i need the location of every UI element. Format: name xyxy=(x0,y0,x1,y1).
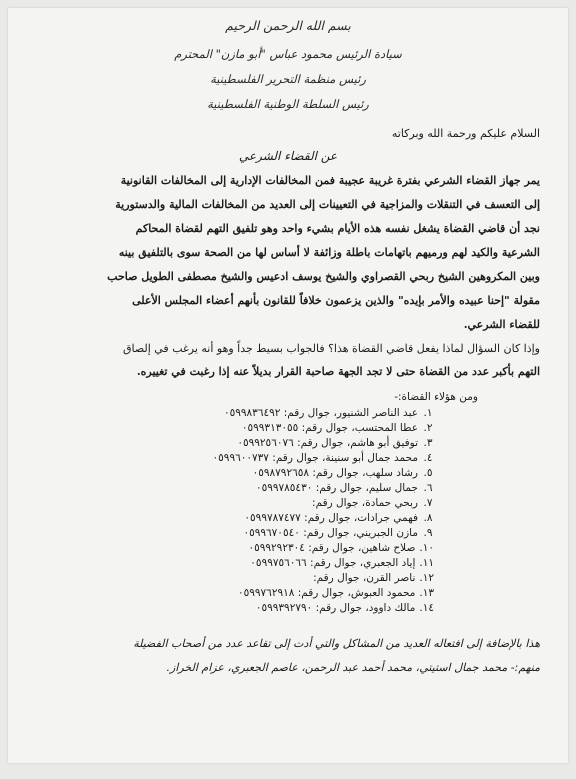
paragraph-line: التهم بأكبر عدد من القضاة حتى لا تجد الجهة صاحبة القرار بديلاً عنه إذا رغبت في تغييره. xyxy=(136,365,540,378)
addressee-title-plo: رئيس منظمة التحرير الفلسطينية xyxy=(210,72,366,86)
list-item xyxy=(224,407,434,419)
paragraph-line: وإذا كان السؤال لماذا يفعل قاضي القضاة هذا؟ فالجواب بسيط جداً وهو أنه يرغب في إلصاق xyxy=(122,342,540,355)
list-item-text: محمود العبوش، جوال رقم: ٠٥٩٩٧٦٢٩١٨ xyxy=(237,587,416,599)
list-number: ٧. xyxy=(423,497,433,509)
list-number: ١٤. xyxy=(419,602,434,614)
paragraph-line: مقولة "إحنا عبيده والأمر بإيده" والذين يزعمون خلافاً للقانون بأنهم أعضاء المجلس الأعلى xyxy=(132,294,540,307)
list-item-text: ناصر القرن، جوال رقم: xyxy=(313,572,416,584)
list-number: ١٢. xyxy=(419,572,434,584)
list-item xyxy=(244,512,434,524)
list-item-text: إياد الجعبري، جوال رقم: ٠٥٩٩٧٥٦٠٦٦ xyxy=(250,557,416,569)
paragraph-line: منهم:- محمد جمال استيتي، محمد أحمد عبد الرحمن، عاصم الجعبري، عزام الخراز. xyxy=(166,661,540,674)
list-item xyxy=(313,572,434,584)
list-number: ٢. xyxy=(423,422,433,434)
list-item xyxy=(248,542,434,554)
list-number: ١. xyxy=(423,407,433,419)
list-number: ٣. xyxy=(423,437,433,449)
letter-page xyxy=(8,8,568,763)
addressee-title-pa: رئيس السلطة الوطنية الفلسطينية xyxy=(207,97,369,111)
list-item-text: رشاد سلهب، جوال رقم: ٠٥٩٨٧٩٢٦٥٨ xyxy=(252,467,418,479)
list-item-text: توفيق أبو هاشم، جوال رقم: ٠٥٩٩٢٥٦٠٧٦ xyxy=(237,437,418,449)
list-item xyxy=(243,527,434,539)
list-item xyxy=(256,602,434,614)
list-item-text: مالك داوود، جوال رقم: ٠٥٩٩٣٩٢٧٩٠ xyxy=(255,602,416,614)
judges-list-intro: ومن هؤلاء القضاة:- xyxy=(394,391,478,403)
paragraph-line: للقضاء الشرعي. xyxy=(463,318,540,331)
list-item xyxy=(242,422,434,434)
list-number: ٩. xyxy=(423,527,433,539)
list-item xyxy=(253,467,434,479)
list-number: ٦. xyxy=(423,482,433,494)
list-item xyxy=(250,557,434,569)
greeting: السلام عليكم ورحمة الله وبركاته xyxy=(391,127,540,140)
list-item-text: مازن الجبريني، جوال رقم: ٠٥٩٩٦٧٠٥٤٠ xyxy=(243,527,418,539)
paragraph-line: وبين المكروهين الشيخ ربحي القصراوي والشيخ يوسف ادعيس والشيخ مصطفى الطويل صاحب xyxy=(107,270,540,283)
list-item xyxy=(238,587,434,599)
list-number: ١١. xyxy=(419,557,434,569)
list-item-text: جمال سليم، جوال رقم: ٠٥٩٩٧٨٥٤٣٠ xyxy=(255,482,418,494)
paragraph-line: يمر جهاز القضاء الشرعي بفترة غريبة عجيبة فمن المخالفات الإدارية إلى المخالفات القانونية xyxy=(120,174,540,187)
list-item-text: عبد الناصر الشنيور، جوال رقم: ٠٥٩٩٨٣٦٤٩٢ xyxy=(223,407,418,419)
list-number: ٥. xyxy=(423,467,433,479)
addressee-line: سيادة الرئيس محمود عباس "أبو مازن" المحترم xyxy=(174,47,402,61)
list-item-text: فهمي جرادات، جوال رقم: ٠٥٩٩٧٨٧٤٧٧ xyxy=(244,512,418,524)
list-item-text: ربحي حمادة، جوال رقم: xyxy=(312,497,418,509)
paragraph-line: الشرعية والكيد لهم ورميهم باتهامات باطلة وزائفة لا أساس لها من الصحة سوى بالتلفيق بينه xyxy=(118,246,540,259)
list-item xyxy=(213,452,434,464)
basmala: بسم الله الرحمن الرحيم xyxy=(225,18,351,33)
paragraph-line: نجد أن قاضي القضاة يشغل نفسه هذه الأيام بشيء واحد وهو تلفيق التهم لقضاة المحاكم xyxy=(135,222,540,235)
list-number: ٤. xyxy=(423,452,433,464)
subject-line: عن القضاء الشرعي xyxy=(238,149,338,163)
list-item-text: صلاح شاهين، جوال رقم: ٠٥٩٩٢٩٢٣٠٤ xyxy=(248,542,416,554)
list-item xyxy=(256,482,434,494)
list-number: ٨. xyxy=(423,512,433,524)
list-number: ١٠. xyxy=(419,542,434,554)
list-number: ١٣. xyxy=(419,587,434,599)
paragraph-line: إلى التعسف في التنقلات والمزاجية في التعيينات إلى العديد من المخالفات المالية والدستورية xyxy=(115,198,540,211)
list-item xyxy=(312,497,434,509)
list-item xyxy=(237,437,434,449)
list-item-text: عطا المحتسب، جوال رقم: ٠٥٩٩٣١٣٠٥٥ xyxy=(241,422,418,434)
paragraph-line: هذا بالإضافة إلى افتعاله العديد من المشاكل والتي أدت إلى تقاعد عدد من أصحاب الفضيلة xyxy=(133,637,540,650)
list-item-text: محمد جمال أبو سنينة، جوال رقم: ٠٥٩٩٦٠٠٧٣٧ xyxy=(212,452,418,464)
